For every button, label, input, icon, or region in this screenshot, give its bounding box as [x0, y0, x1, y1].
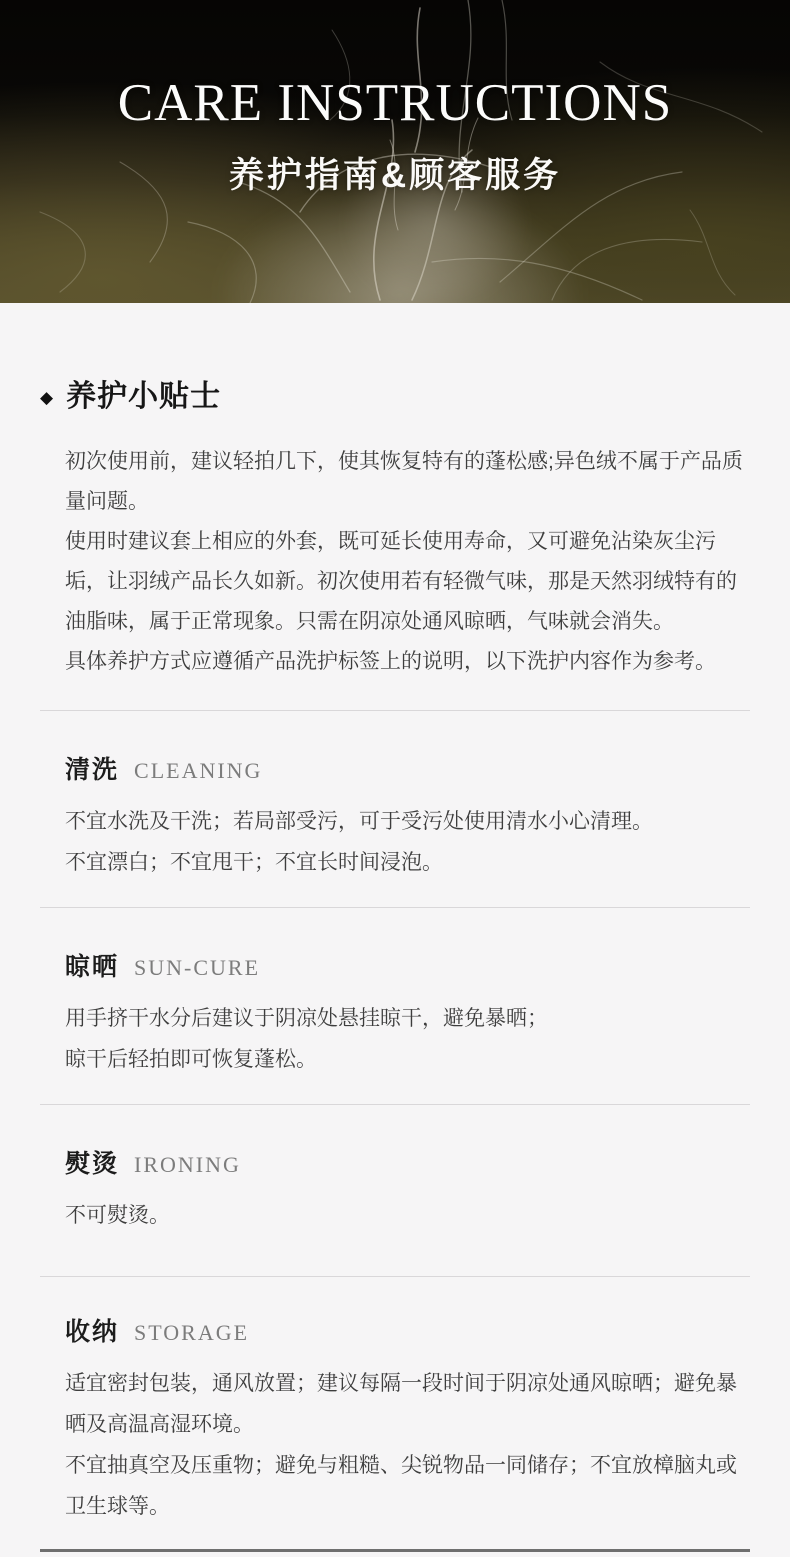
care-tips-paragraph: 具体养护方式应遵循产品洗护标签上的说明，以下洗护内容作为参考。 [65, 650, 716, 673]
section-title-zh: 收纳 [65, 1318, 120, 1346]
section-heading-row [65, 1149, 750, 1179]
section-line: 适宜密封包装，通风放置；建议每隔一段时间于阴凉处通风晾晒；避免暴晒及高温高湿环境。 [65, 1372, 737, 1436]
care-tips-paragraph: 使用时建议套上相应的外套，既可延长使用寿命，又可避免沾染灰尘污垢，让羽绒产品长久如新。初次使用若有轻微气味，那是天然羽绒特有的油脂味，属于正常现象。只需在阴凉处通风晾晒，气味就会消失。 [65, 530, 737, 633]
section-title-en: STORAGE [134, 1320, 250, 1345]
section-title-zh: 清洗 [65, 756, 120, 784]
section-title-zh: 熨烫 [65, 1150, 120, 1178]
section-title-zh: 晾晒 [65, 953, 120, 981]
section-heading-row [65, 952, 750, 982]
care-section-cleaning [40, 711, 750, 907]
section-body [65, 801, 750, 883]
section-title-en: SUN-CURE [134, 955, 261, 980]
care-tips-body [65, 442, 750, 682]
section-title-en: IRONING [134, 1152, 241, 1177]
care-tips-heading: 养护小贴士 [66, 380, 222, 413]
section-line: 不宜抽真空及压重物；避免与粗糙、尖锐物品一同储存；不宜放樟脑丸或卫生球等。 [65, 1454, 737, 1518]
section-line: 晾干后轻拍即可恢复蓬松。 [65, 1048, 317, 1071]
care-section-ironing [40, 1105, 750, 1276]
hero-banner [0, 0, 790, 303]
diamond-bullet-icon: ◆ [40, 387, 54, 407]
bottom-divider [40, 1549, 750, 1552]
section-line: 用手挤干水分后建议于阴凉处悬挂晾干，避免暴晒； [65, 1007, 548, 1030]
care-tips-heading-row [40, 379, 750, 415]
hero-subtitle: 养护指南&顾客服务 [228, 156, 562, 195]
section-line: 不宜漂白；不宜甩干；不宜长时间浸泡。 [65, 851, 443, 874]
care-section-storage [40, 1277, 750, 1549]
section-line: 不可熨烫。 [65, 1204, 170, 1227]
section-title-en: CLEANING [134, 758, 263, 783]
section-heading-row [65, 755, 750, 785]
care-content [0, 379, 790, 1552]
section-line: 不宜水洗及干洗；若局部受污，可于受污处使用清水小心清理。 [65, 810, 653, 833]
section-body [65, 1195, 750, 1236]
section-body [65, 998, 750, 1080]
section-body [65, 1363, 750, 1527]
hero-title: CARE INSTRUCTIONS [117, 74, 673, 132]
care-tips-paragraph: 初次使用前，建议轻拍几下，使其恢复特有的蓬松感;异色绒不属于产品质量问题。 [65, 450, 743, 513]
care-section-sun-cure [40, 908, 750, 1104]
section-heading-row [65, 1317, 750, 1347]
